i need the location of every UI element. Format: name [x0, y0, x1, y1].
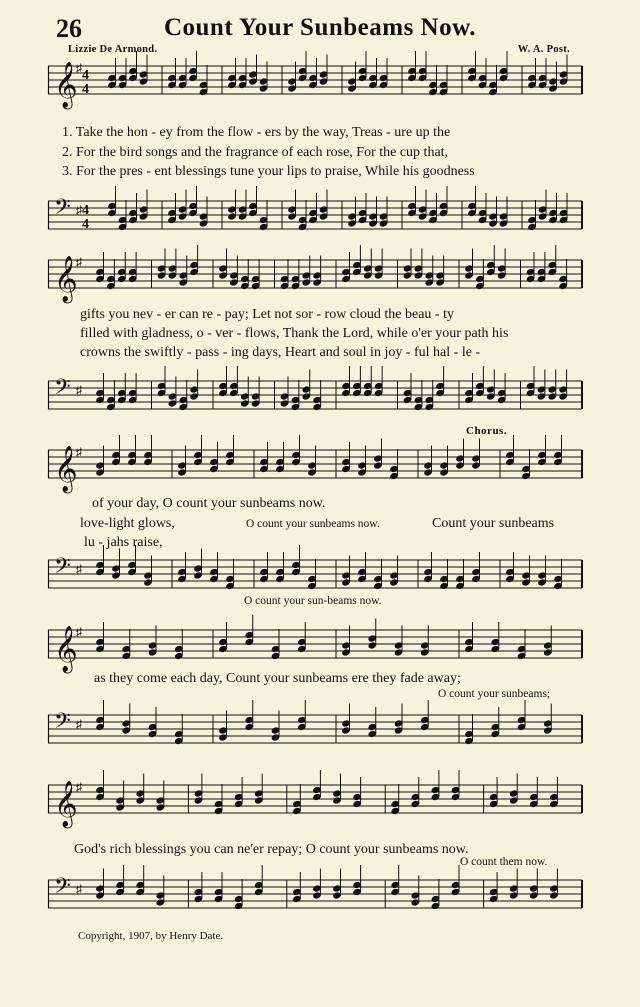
- verse-3-line-1: 3. For the pres - ent blessings tune your lips to praise, While his goodness: [62, 164, 475, 179]
- treble-clef-icon: 𝄞: [54, 626, 78, 672]
- bass-clef-icon: 𝄢: [54, 874, 71, 904]
- treble-staff-system-1: [48, 58, 582, 108]
- verse-2-line-3: love-light glows,: [80, 516, 175, 531]
- echo-response-1: O count your sunbeams now.: [246, 518, 380, 530]
- hymn-title: Count Your Sunbeams Now.: [163, 14, 477, 41]
- verse-2-line-1: 2. For the bird songs and the fragrance of each rose, For the cup that,: [62, 145, 449, 160]
- chorus-count-your-sunbeams: Count your sunbeams: [432, 516, 555, 531]
- copyright-notice: Copyright, 1907, by Henry Date.: [78, 930, 224, 942]
- page-number: 26: [56, 14, 82, 43]
- sharp-icon: ♯: [76, 203, 82, 217]
- time-signature-top: 4: [82, 203, 89, 218]
- sharp-icon: ♯: [76, 625, 82, 639]
- chorus-label: Chorus.: [466, 425, 508, 437]
- composer-credit: W. A. Post.: [517, 44, 570, 55]
- sharp-icon: ♯: [76, 61, 82, 75]
- treble-clef-icon: 𝄞: [54, 62, 78, 108]
- bass-staff-system-1: [48, 193, 582, 237]
- bass-staff-system-2: [48, 373, 582, 417]
- sharp-icon: ♯: [76, 882, 82, 896]
- time-signature-top: 4: [82, 68, 89, 83]
- echo-response-3: O count your sunbeams;: [438, 688, 551, 700]
- bass-clef-icon: 𝄢: [54, 709, 71, 739]
- sharp-icon: ♯: [76, 255, 82, 269]
- verse-1-line-1: 1. Take the hon - ey from the flow - ers by the way, Treas - ure up the: [62, 125, 451, 140]
- bass-staff-system-4: [48, 707, 582, 751]
- time-signature-bottom: 4: [82, 217, 89, 232]
- bass-staff-system-5: [48, 872, 582, 916]
- chorus-line-4: as they come each day, Count your sunbeams ere they fade away;: [94, 671, 461, 686]
- treble-staff-system-2: [48, 252, 582, 302]
- time-signature-bottom: 4: [82, 82, 89, 97]
- treble-clef-icon: 𝄞: [54, 256, 78, 302]
- treble-staff-system-4: [48, 622, 582, 672]
- verse-3-line-2: crowns the swiftly - pass - ing days, Heart and soul in joy - ful hal - le -: [80, 345, 481, 360]
- sharp-icon: ♯: [76, 717, 82, 731]
- bass-clef-icon: 𝄢: [54, 375, 71, 405]
- sharp-icon: ♯: [76, 383, 82, 397]
- bass-clef-icon: 𝄢: [54, 554, 71, 584]
- treble-staff-system-3: [48, 442, 582, 492]
- verse-1-line-2: gifts you nev - er can re - pay; Let not sor - row cloud the beau - ty: [80, 307, 454, 322]
- bass-clef-icon: 𝄢: [54, 195, 71, 225]
- bass-staff-system-3: [48, 552, 582, 596]
- echo-response-2: O count your sun-beams now.: [244, 595, 382, 607]
- treble-clef-icon: 𝄞: [54, 781, 78, 827]
- verse-2-line-2: filled with gladness, o - ver - flows, Thank the Lord, while o'er your path his: [80, 326, 509, 341]
- treble-staff-system-5: [48, 777, 582, 827]
- sharp-icon: ♯: [76, 445, 82, 459]
- treble-clef-icon: 𝄞: [54, 446, 78, 492]
- sharp-icon: ♯: [76, 562, 82, 576]
- echo-response-4: O count them now.: [460, 856, 548, 868]
- verse-3-line-3: lu - jahs raise,: [84, 535, 163, 550]
- verse-1-line-3: of your day, O count your sunbeams now.: [92, 496, 326, 511]
- chorus-line-5: God's rich blessings you can ne'er repay; O count your sunbeams now.: [74, 842, 469, 857]
- sharp-icon: ♯: [76, 780, 82, 794]
- lyricist-credit: Lizzie De Armond.: [68, 44, 158, 55]
